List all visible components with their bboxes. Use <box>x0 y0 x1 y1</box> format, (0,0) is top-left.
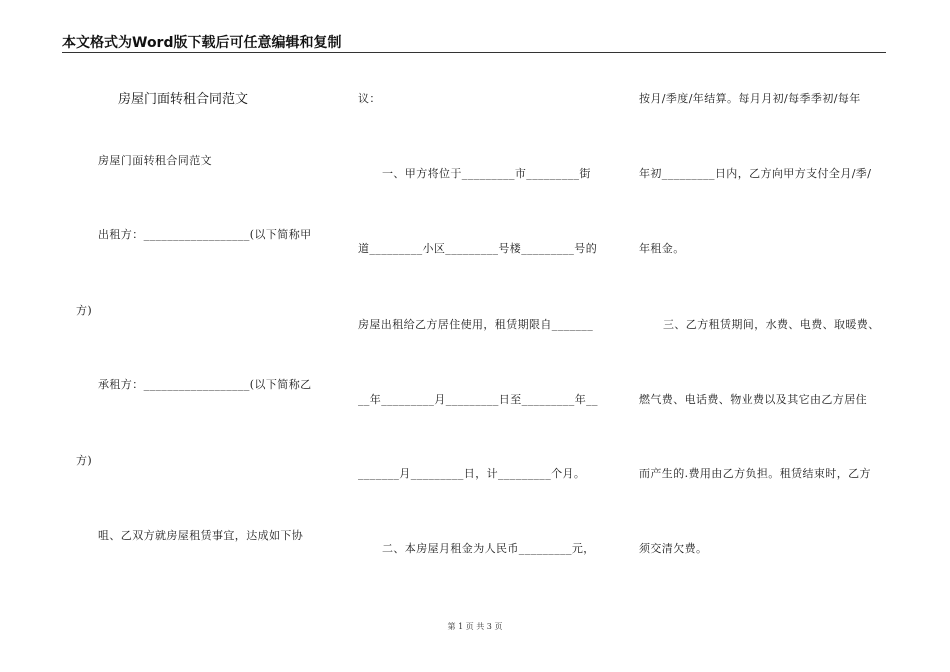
text-line: __年_________月_________日至_________年__ <box>358 393 598 406</box>
page-number: 第 1 页 共 3 页 <box>447 622 503 631</box>
text-line: 三、乙方租赁期间，水费、电费、取暖费、 <box>663 318 880 331</box>
text-line: 二、本房屋月租金为人民币_________元， <box>382 542 595 555</box>
text-column-2 <box>358 0 608 672</box>
text-line: 议： <box>358 92 381 105</box>
text-line: 承租方：__________________(以下简称乙 <box>98 378 312 391</box>
text-line: 咀、乙双方就房屋租赁事宜，达成如下协 <box>98 529 304 542</box>
document-header: 本文格式为Word版下载后可任意编辑和复制 <box>62 35 342 51</box>
text-line: 房屋门面转租合同范文 <box>98 154 212 167</box>
text-line: 年租金。 <box>639 242 685 255</box>
text-line: 须交清欠费。 <box>639 542 708 555</box>
text-line: 燃气费、电话费、物业费以及其它由乙方居住 <box>639 393 867 406</box>
text-line: 一、甲方将位于_________市_________街 <box>382 167 591 180</box>
text-column-1 <box>76 0 326 672</box>
text-line: 方) <box>76 304 93 317</box>
text-column-3 <box>639 0 889 672</box>
text-line: 年初_________日内，乙方向甲方支付全月/季/ <box>639 167 872 180</box>
text-line: 出租方：__________________(以下简称甲 <box>98 228 312 241</box>
text-line: 按月/季度/年结算。每月月初/每季季初/每年 <box>639 92 861 105</box>
text-line: 房屋出租给乙方居住使用，租赁期限自_______ <box>358 318 594 331</box>
document-title: 房屋门面转租合同范文 <box>118 92 249 107</box>
text-line: 方) <box>76 454 93 467</box>
text-line: 道_________小区_________号楼_________号的 <box>358 242 598 255</box>
text-line: _______月_________日，计_________个月。 <box>358 467 586 480</box>
text-line: 而产生的.费用由乙方负担。租赁结束时，乙方 <box>639 467 871 480</box>
